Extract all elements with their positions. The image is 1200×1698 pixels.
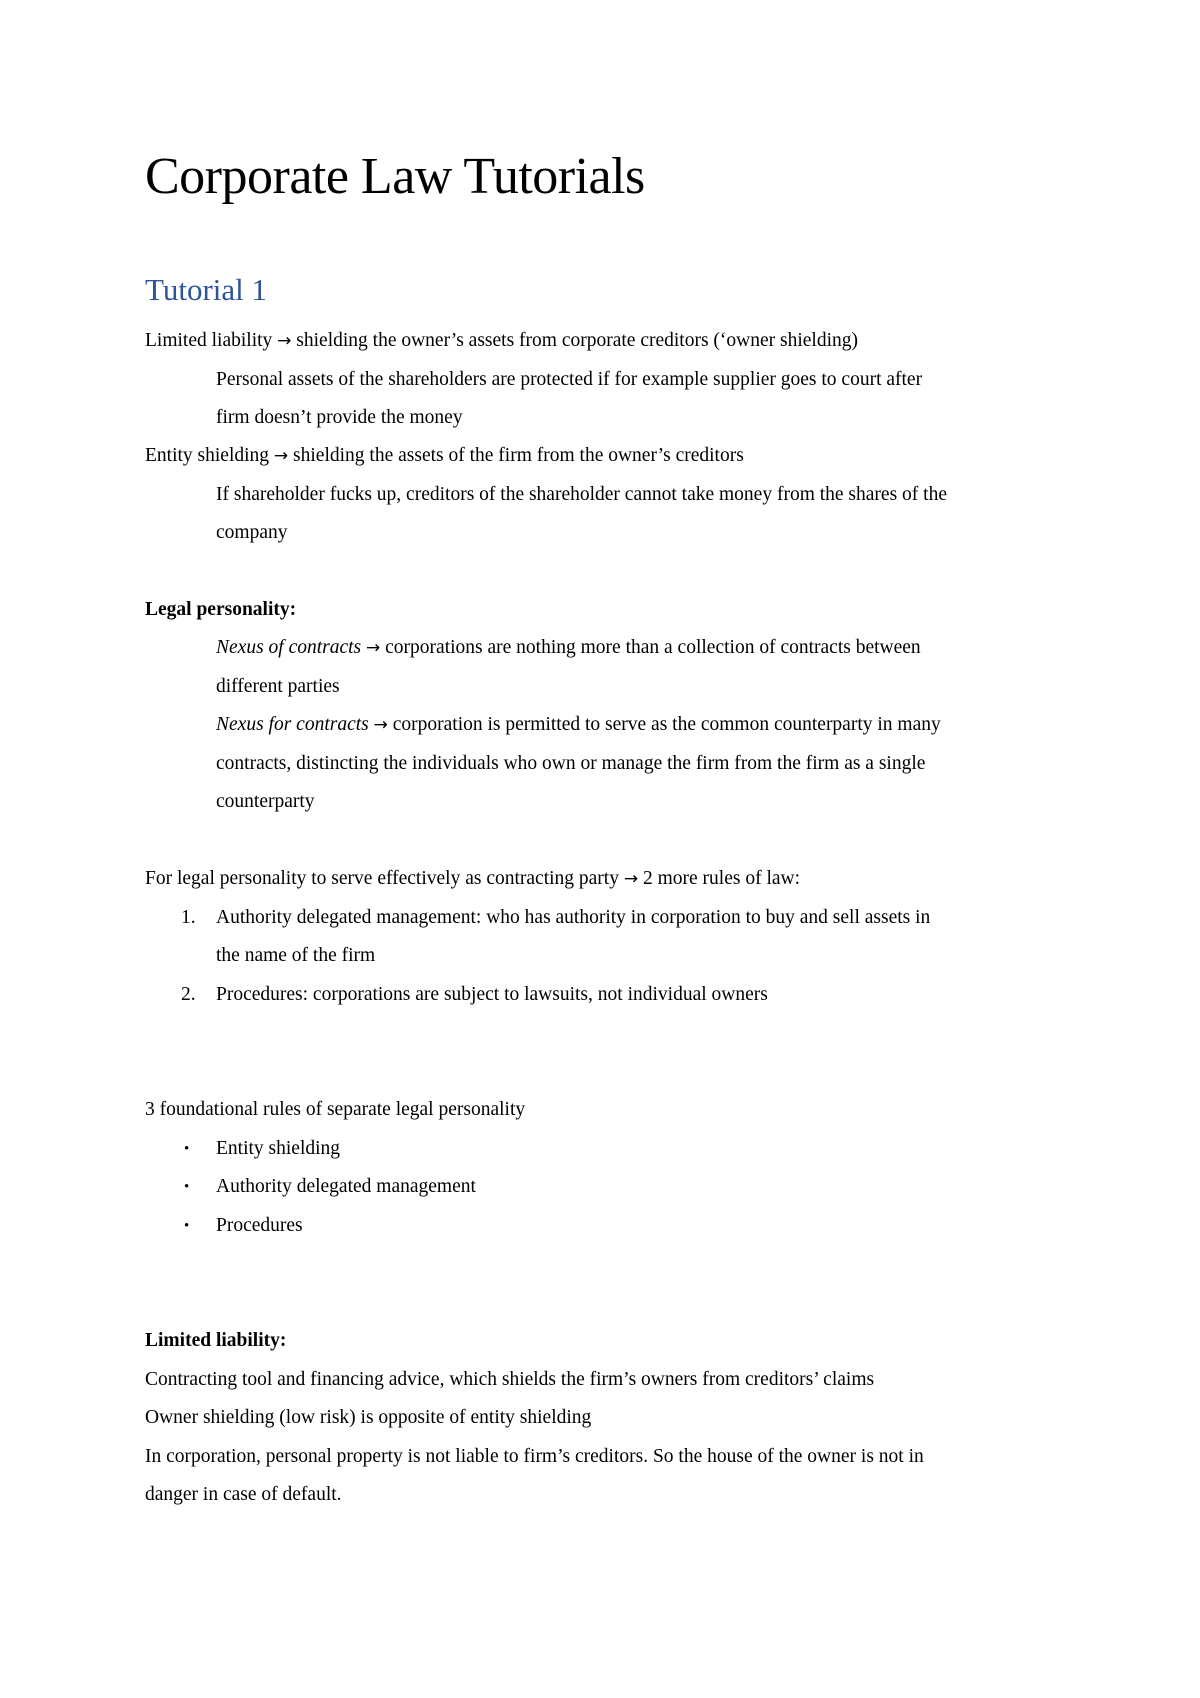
limited-liability-para-2: Owner shielding (low risk) is opposite of entity shielding: [145, 1407, 592, 1428]
arrow-icon: →: [623, 869, 639, 889]
list-number: 2.: [181, 984, 196, 1005]
arrow-icon: →: [373, 715, 388, 735]
rules-intro: [145, 866, 800, 892]
list-number: 1.: [181, 907, 196, 928]
nexus-for-contracts-text: corporation is permitted to serve as the common counterparty in many: [392, 714, 941, 735]
list-item: Authority delegated management: who has authority in corporation to buy and sell assets in: [216, 907, 931, 928]
rules-intro-text: For legal personality to serve effectively as contracting party: [145, 868, 619, 889]
list-item: Procedures: [216, 1215, 303, 1236]
limited-liability-line: [145, 328, 858, 354]
limited-liability-heading: Limited liability:: [145, 1330, 287, 1351]
entity-shielding-sub-1: If shareholder fucks up, creditors of the shareholder cannot take money from the shares of the: [216, 484, 947, 505]
entity-shielding-line: [145, 443, 744, 469]
limited-liability-sub-2: firm doesn’t provide the money: [216, 407, 463, 428]
rules-intro-text-2: 2 more rules of law:: [642, 868, 801, 889]
entity-shielding-text: shielding the assets of the firm from the owner’s creditors: [293, 445, 744, 466]
entity-shielding-sub-2: company: [216, 522, 288, 543]
nexus-for-contracts-label: Nexus for contracts: [216, 714, 369, 735]
arrow-icon: →: [277, 331, 292, 351]
nexus-of-contracts-text: corporations are nothing more than a collection of contracts between: [385, 637, 921, 658]
bullet-icon: •: [184, 1141, 190, 1157]
limited-liability-label: Limited liability: [145, 330, 273, 351]
limited-liability-para-1: Contracting tool and financing advice, which shields the firm’s owners from creditors’ claims: [145, 1369, 875, 1390]
list-item: Entity shielding: [216, 1138, 341, 1159]
nexus-of-contracts-label: Nexus of contracts: [216, 637, 362, 658]
nexus-for-contracts-line-3: counterparty: [216, 791, 315, 812]
nexus-for-contracts-line: [216, 712, 941, 738]
limited-liability-para-3: In corporation, personal property is not liable to firm’s creditors. So the house of the owner is not in: [145, 1446, 924, 1467]
limited-liability-sub-1: Personal assets of the shareholders are protected if for example supplier goes to court after: [216, 369, 923, 390]
arrow-icon: →: [366, 638, 381, 658]
tutorial-heading: Tutorial 1: [145, 272, 268, 307]
entity-shielding-label: Entity shielding: [145, 445, 270, 466]
document-title: Corporate Law Tutorials: [145, 148, 645, 205]
limited-liability-text: shielding the owner’s assets from corporate creditors (‘owner shielding): [296, 330, 859, 351]
list-item: Authority delegated management: [216, 1176, 476, 1197]
list-item: Procedures: corporations are subject to lawsuits, not individual owners: [216, 984, 768, 1005]
nexus-for-contracts-line-2: contracts, distincting the individuals who own or manage the firm from the firm as a single: [216, 753, 926, 774]
list-item-continued: the name of the firm: [216, 945, 376, 966]
nexus-of-contracts-line-2: different parties: [216, 676, 340, 697]
arrow-icon: →: [273, 446, 289, 466]
nexus-of-contracts-line: [216, 635, 921, 661]
limited-liability-para-4: danger in case of default.: [145, 1484, 342, 1505]
bullet-icon: •: [184, 1218, 190, 1234]
foundational-intro: 3 foundational rules of separate legal personality: [145, 1099, 526, 1120]
bullet-icon: •: [184, 1179, 190, 1195]
legal-personality-heading: Legal personality:: [145, 599, 297, 620]
